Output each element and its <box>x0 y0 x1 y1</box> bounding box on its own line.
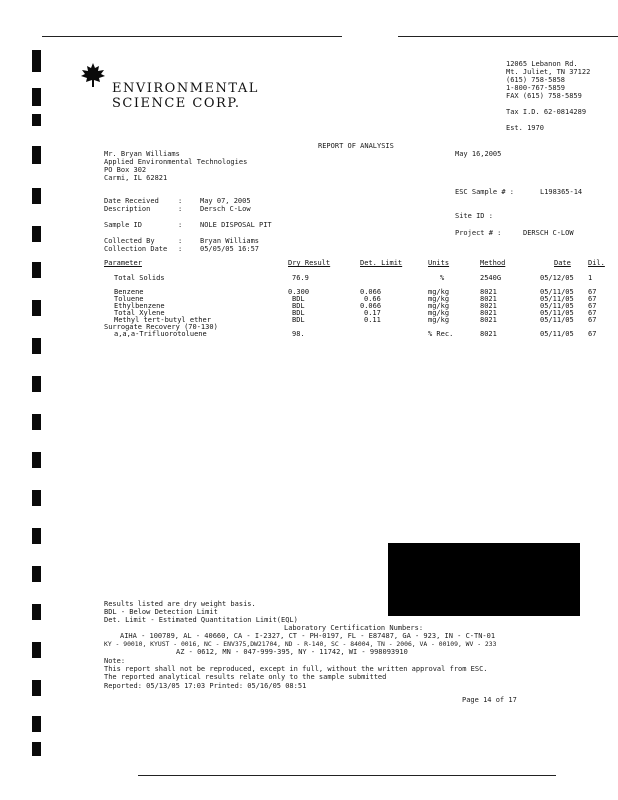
company-address <box>506 60 590 132</box>
note-line: This report shall not be reproduced, except in full, without the written approval from ESC. <box>104 665 488 673</box>
maple-leaf-logo-icon <box>80 62 106 88</box>
col-det-limit: Det. Limit <box>360 259 403 267</box>
table-row: Methyl tert-butyl ether BDL 0.11 mg/kg 8021 05/11/05 67 <box>114 316 597 324</box>
address-line: 12065 Lebanon Rd. <box>506 60 578 68</box>
top-rule <box>42 36 342 37</box>
cert-line: KY - 90010, KYUST - 0016, NC - ENV375,DW21704, ND - R-140, SC - 84004, TN - 2006, VA - 00109, WV - 233 <box>104 640 497 648</box>
note-line: The reported analytical results relate only to the sample submitted <box>104 673 387 681</box>
client-address <box>104 150 247 182</box>
project-label: Project # : <box>455 229 502 237</box>
client-line: Carmi, IL 62821 <box>104 174 168 182</box>
company-name-line2: SCIENCE CORP. <box>112 96 241 111</box>
company-name-line1: ENVIRONMENTAL <box>112 81 259 96</box>
footer-notes <box>104 600 298 624</box>
table-row: Ethylbenzene BDL 0.066 mg/kg 8021 05/11/05 67 <box>114 302 597 310</box>
project-value: DERSCH C-LOW <box>523 229 574 237</box>
table-row: Benzene 0.300 0.066 mg/kg 8021 05/11/05 67 <box>114 288 597 296</box>
table-row: Total Solids 76.9 % 2540G 05/12/05 1 <box>114 274 593 282</box>
address-line: 1-800-767-5859 <box>506 84 566 92</box>
col-method: Method <box>480 259 506 267</box>
address-line: (615) 758-5858 <box>506 76 566 84</box>
field-description: Description : Dersch C-Low <box>104 205 251 213</box>
col-units: Units <box>428 259 450 267</box>
client-line: Mr. Bryan Williams <box>104 150 180 158</box>
field-sample-id: Sample ID : NOLE DISPOSAL PIT <box>104 221 272 229</box>
table-row: a,a,a-Trifluorotoluene 98. % Rec. 8021 05/11/05 67 <box>114 330 597 338</box>
note-line: Det. Limit - Estimated Quantitation Limit(EQL) <box>104 616 298 624</box>
esc-sample-label: ESC Sample # : <box>455 188 515 196</box>
site-id-label: Site ID : <box>455 212 493 220</box>
client-line: PO Box 302 <box>104 166 147 174</box>
cert-title: Laboratory Certification Numbers: <box>284 624 424 632</box>
results-table <box>104 260 608 338</box>
client-line: Applied Environmental Technologies <box>104 158 248 166</box>
reported-printed: Reported: 05/13/05 17:03 Printed: 05/16/05 08:51 <box>104 682 307 690</box>
esc-sample-value: L198365-14 <box>540 188 583 196</box>
report-title: REPORT OF ANALYSIS <box>318 142 394 150</box>
cert-line: AIHA - 100789, AL - 40660, CA - I-2327, CT - PH-0197, FL - E87487, GA - 923, IN - C-TN-01 <box>120 632 496 640</box>
established: Est. 1970 <box>506 124 544 132</box>
tax-id: Tax I.D. 62-0814289 <box>506 108 587 116</box>
col-parameter: Parameter <box>104 259 142 267</box>
top-rule-right <box>398 36 618 37</box>
report-date: May 16,2005 <box>455 150 502 158</box>
field-collected-by: Collected By : Bryan Williams <box>104 237 260 245</box>
field-date-received: Date Received : May 07, 2005 <box>104 197 251 205</box>
note-title: Note: <box>104 657 126 665</box>
sample-fields <box>104 197 272 253</box>
note-line: Results listed are dry weight basis. <box>104 600 256 608</box>
table-row: Total Xylene BDL 0.17 mg/kg 8021 05/11/05 67 <box>114 309 597 317</box>
table-row: Toluene BDL 0.66 mg/kg 8021 05/11/05 67 <box>114 295 597 303</box>
address-line: Mt. Juliet, TN 37122 <box>506 68 591 76</box>
table-header-row <box>104 260 608 267</box>
page-number: Page 14 of 17 <box>462 696 517 704</box>
address-line: FAX (615) 758-5859 <box>506 92 582 100</box>
table-row: Surrogate Recovery (70-130) <box>104 323 218 331</box>
col-date: Date <box>554 259 571 267</box>
col-dry-result: Dry Result <box>288 259 331 267</box>
redaction-block <box>388 543 580 616</box>
bottom-rule <box>138 775 556 776</box>
cert-line: AZ - 0612, MN - 047-999-395, NY - 11742, WI - 998093910 <box>176 648 408 656</box>
note-line: BDL - Below Detection Limit <box>104 608 218 616</box>
col-dil: Dil. <box>588 259 605 267</box>
field-collection-date: Collection Date : 05/05/05 16:57 <box>104 245 260 253</box>
